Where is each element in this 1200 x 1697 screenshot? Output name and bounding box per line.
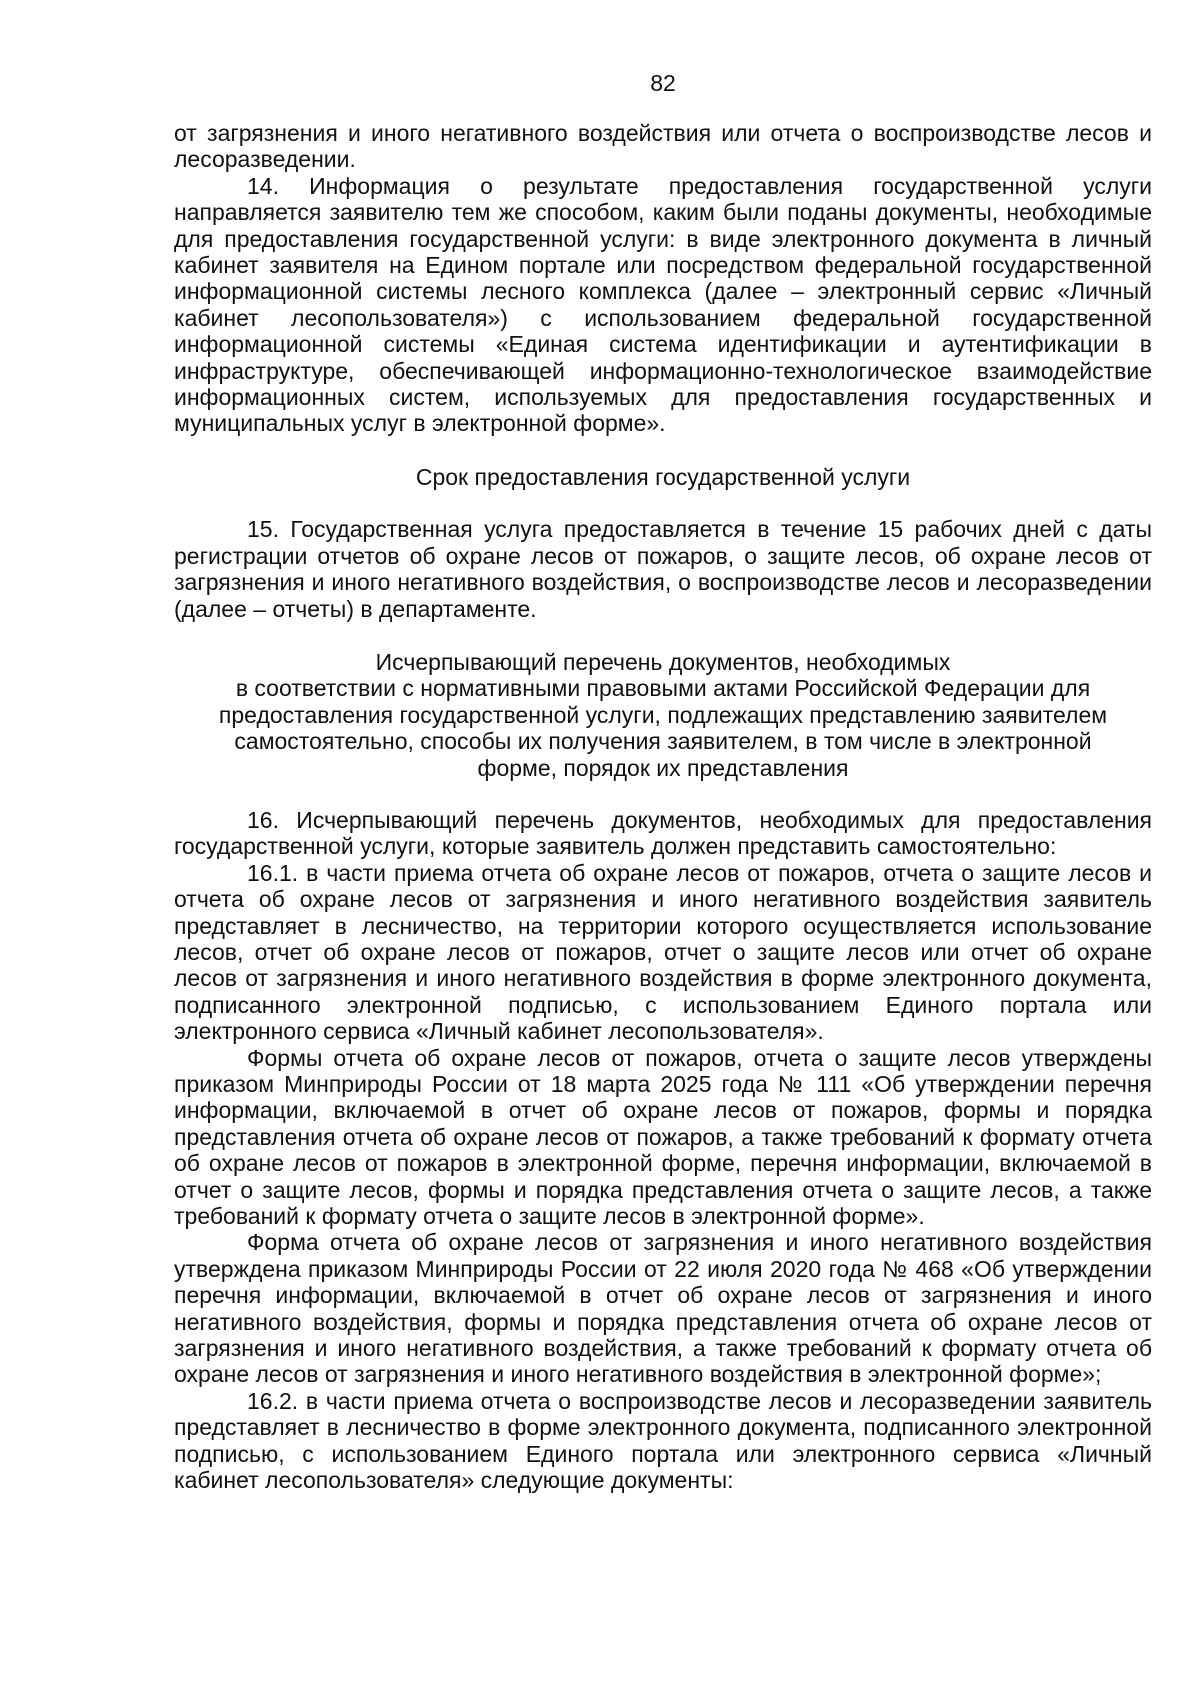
paragraph-15: 15. Государственная услуга предоставляется в течение 15 рабочих дней с даты регистрации отчетов об охране лесов от пожаров, о защите лесов, об охране лесов от загрязнения и иного негативного воздействия, о воспроизводстве лесов и лесоразведении (далее – отчеты) в департаменте. <box>174 516 1152 622</box>
heading-line: самостоятельно, способы их получения заявителем, в том числе в электронной <box>234 728 1092 755</box>
heading-line: предоставления государственной услуги, подлежащих представлению заявителем <box>218 701 1108 728</box>
paragraph-14: 14. Информация о результате предоставления государственной услуги направляется заявителю тем же способом, каким были поданы документы, необходимые для предоставления государственной услуги: в виде электронного документа в личный кабинет заявителя на Едином портале или посредством федеральной государственной информационной системы лесного комплекса (далее – электронный сервис «Личный кабинет лесопользователя») с использованием федеральной государственной информационной системы «Единая система идентификации и аутентификации в инфраструктуре, обеспечивающей информационно-технологическое взаимодействие информационных систем, используемых для предоставления государственных и муниципальных услуг в электронной форме». <box>174 172 1152 437</box>
paragraph-16-1: 16.1. в части приема отчета об охране лесов от пожаров, отчета о защите лесов и отчета об охране лесов от загрязнения и иного негативного воздействия заявитель представляет в лесничество, на территории которого осуществляется использование лесов, отчет об охране лесов от пожаров, отчет о защите лесов или отчет об охране лесов от загрязнения и иного негативного воздействия в форме электронного документа, подписанного электронной подписью, с использованием Единого портала или электронного сервиса «Личный кабинет лесопользователя». <box>174 859 1152 1045</box>
paragraph-pollution-form: Форма отчета об охране лесов от загрязнения и иного негативного воздействия утверждена приказом Минприроды России от 22 июля 2020 года № 468 «Об утверждении перечня информации, включаемой в отчет об охране лесов от загрязнения и иного негативного воздействия, формы и порядка представления отчета об охране лесов от загрязнения и иного негативного воздействия, а также требований к формату отчета об охране лесов от загрязнения и иного негативного воздействия в электронной форме»; <box>174 1229 1152 1388</box>
document-page <box>174 70 1152 1494</box>
section-heading-documents <box>174 649 1152 781</box>
paragraph-16-2: 16.2. в части приема отчета о воспроизводстве лесов и лесоразведении заявитель представляет в лесничество в форме электронного документа, подписанного электронной подписью, с использованием Единого портала или электронного сервиса «Личный кабинет лесопользователя» следующие документы: <box>174 1387 1152 1494</box>
paragraph-continuation: от загрязнения и иного негативного воздействия или отчета о воспроизводстве лесов и лесоразведении. <box>174 120 1152 173</box>
paragraph-fire-forms: Формы отчета об охране лесов от пожаров, отчета о защите лесов утверждены приказом Минприроды России от 18 марта 2025 года № 111 «Об утверждении перечня информации, включаемой в отчет об охране лесов от пожаров, формы и порядка представления отчета об охране лесов от пожаров, а также требований к формату отчета об охране лесов от пожаров в электронной форме, перечня информации, включаемой в отчет о защите лесов, формы и порядка представления отчета о защите лесов, а также требований к формату отчета о защите лесов в электронной форме». <box>174 1044 1152 1230</box>
heading-line: Исчерпывающий перечень документов, необходимых <box>375 648 951 675</box>
heading-line: в соответствии с нормативными правовыми актами Российской Федерации для <box>235 675 1091 702</box>
page-number: 82 <box>650 70 676 96</box>
paragraph-16: 16. Исчерпывающий перечень документов, необходимых для предоставления государственной услуги, которые заявитель должен представить самостоятельно: <box>174 806 1152 860</box>
section-heading-term: Срок предоставления государственной услуги <box>415 463 911 490</box>
heading-line: форме, порядок их представления <box>477 754 849 781</box>
